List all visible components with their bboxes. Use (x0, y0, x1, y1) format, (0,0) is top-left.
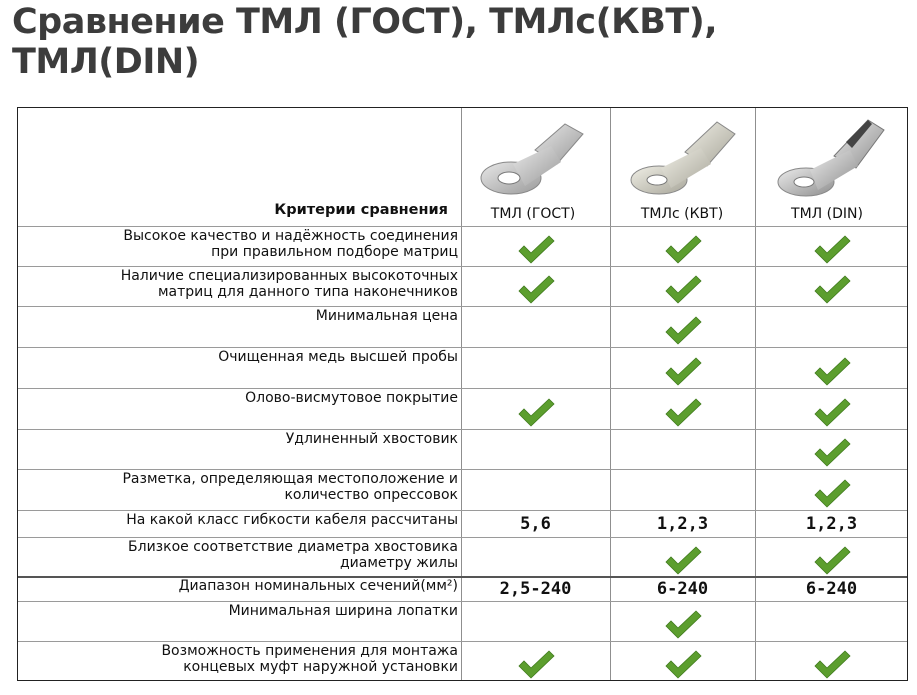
check-icon (755, 347, 908, 388)
cell-value-text: 1,2,3 (805, 513, 858, 534)
check-icon (461, 388, 610, 429)
check-icon (755, 469, 908, 510)
table-cell-value (755, 576, 908, 601)
table-cell-value (610, 576, 755, 601)
check-icon (610, 601, 755, 641)
check-icon (610, 347, 755, 388)
empty-cell (755, 601, 908, 641)
criterion-label: Возможность применения для монтажа концевых муфт наружной установки (161, 643, 458, 675)
criterion-label: Близкое соответствие диаметра хвостовика диаметру жилы (128, 539, 458, 571)
check-icon (755, 641, 908, 681)
check-icon (610, 306, 755, 347)
empty-cell (461, 537, 610, 576)
check-icon (610, 537, 755, 576)
check-icon (755, 266, 908, 306)
check-icon (610, 641, 755, 681)
criterion-label: Удлиненный хвостовик (285, 431, 458, 447)
criterion-label: Разметка, определяющая местоположение и количество опрессовок (122, 471, 458, 503)
check-icon (610, 226, 755, 266)
cell-value-text: 1,2,3 (656, 513, 709, 534)
comparison-table (17, 107, 908, 681)
check-icon (755, 429, 908, 469)
check-icon (461, 226, 610, 266)
empty-cell (461, 429, 610, 469)
empty-cell (461, 306, 610, 347)
table-cell-value (461, 576, 610, 601)
empty-cell (610, 429, 755, 469)
check-icon (461, 266, 610, 306)
criterion-label: Минимальная ширина лопатки (228, 603, 458, 619)
empty-cell (461, 469, 610, 510)
check-icon (461, 641, 610, 681)
criteria-header: Критерии сравнения (274, 202, 448, 218)
cell-value-text: 6-240 (805, 578, 858, 599)
criterion-label: Очищенная медь высшей пробы (218, 349, 458, 365)
cell-value-text: 6-240 (656, 578, 709, 599)
criterion-label: На какой класс гибкости кабеля рассчитаны (126, 512, 458, 528)
check-icon (610, 388, 755, 429)
check-icon (610, 266, 755, 306)
table-cell-value (755, 510, 908, 537)
column-header-gost: ТМЛ (ГОСТ) (490, 206, 576, 222)
criterion-label: Наличие специализированных высокоточных матриц для данного типа наконечников (120, 268, 458, 300)
lug-gost-image (473, 112, 593, 202)
column-header-kvt: ТМЛс (КВТ) (640, 206, 724, 222)
empty-cell (461, 601, 610, 641)
cell-value-text: 5,6 (520, 513, 551, 534)
criterion-label: Минимальная цена (315, 308, 458, 324)
lug-din-image (768, 112, 888, 202)
empty-cell (610, 469, 755, 510)
criterion-label: Олово-висмутовое покрытие (245, 390, 458, 406)
criterion-label: Диапазон номинальных сечений(мм²) (178, 578, 458, 594)
check-icon (755, 388, 908, 429)
table-cell-value (610, 510, 755, 537)
empty-cell (461, 347, 610, 388)
lug-kvt-image (621, 112, 741, 202)
check-icon (755, 226, 908, 266)
cell-value-text: 2,5-240 (499, 578, 572, 599)
criterion-label: Высокое качество и надёжность соединения при правильном подборе матриц (123, 228, 458, 260)
page-title: Сравнение ТМЛ (ГОСТ), ТМЛс(КВТ), ТМЛ(DIN) (12, 2, 718, 82)
column-header-din: ТМЛ (DIN) (791, 206, 863, 222)
check-icon (755, 537, 908, 576)
table-cell-value (461, 510, 610, 537)
empty-cell (755, 306, 908, 347)
